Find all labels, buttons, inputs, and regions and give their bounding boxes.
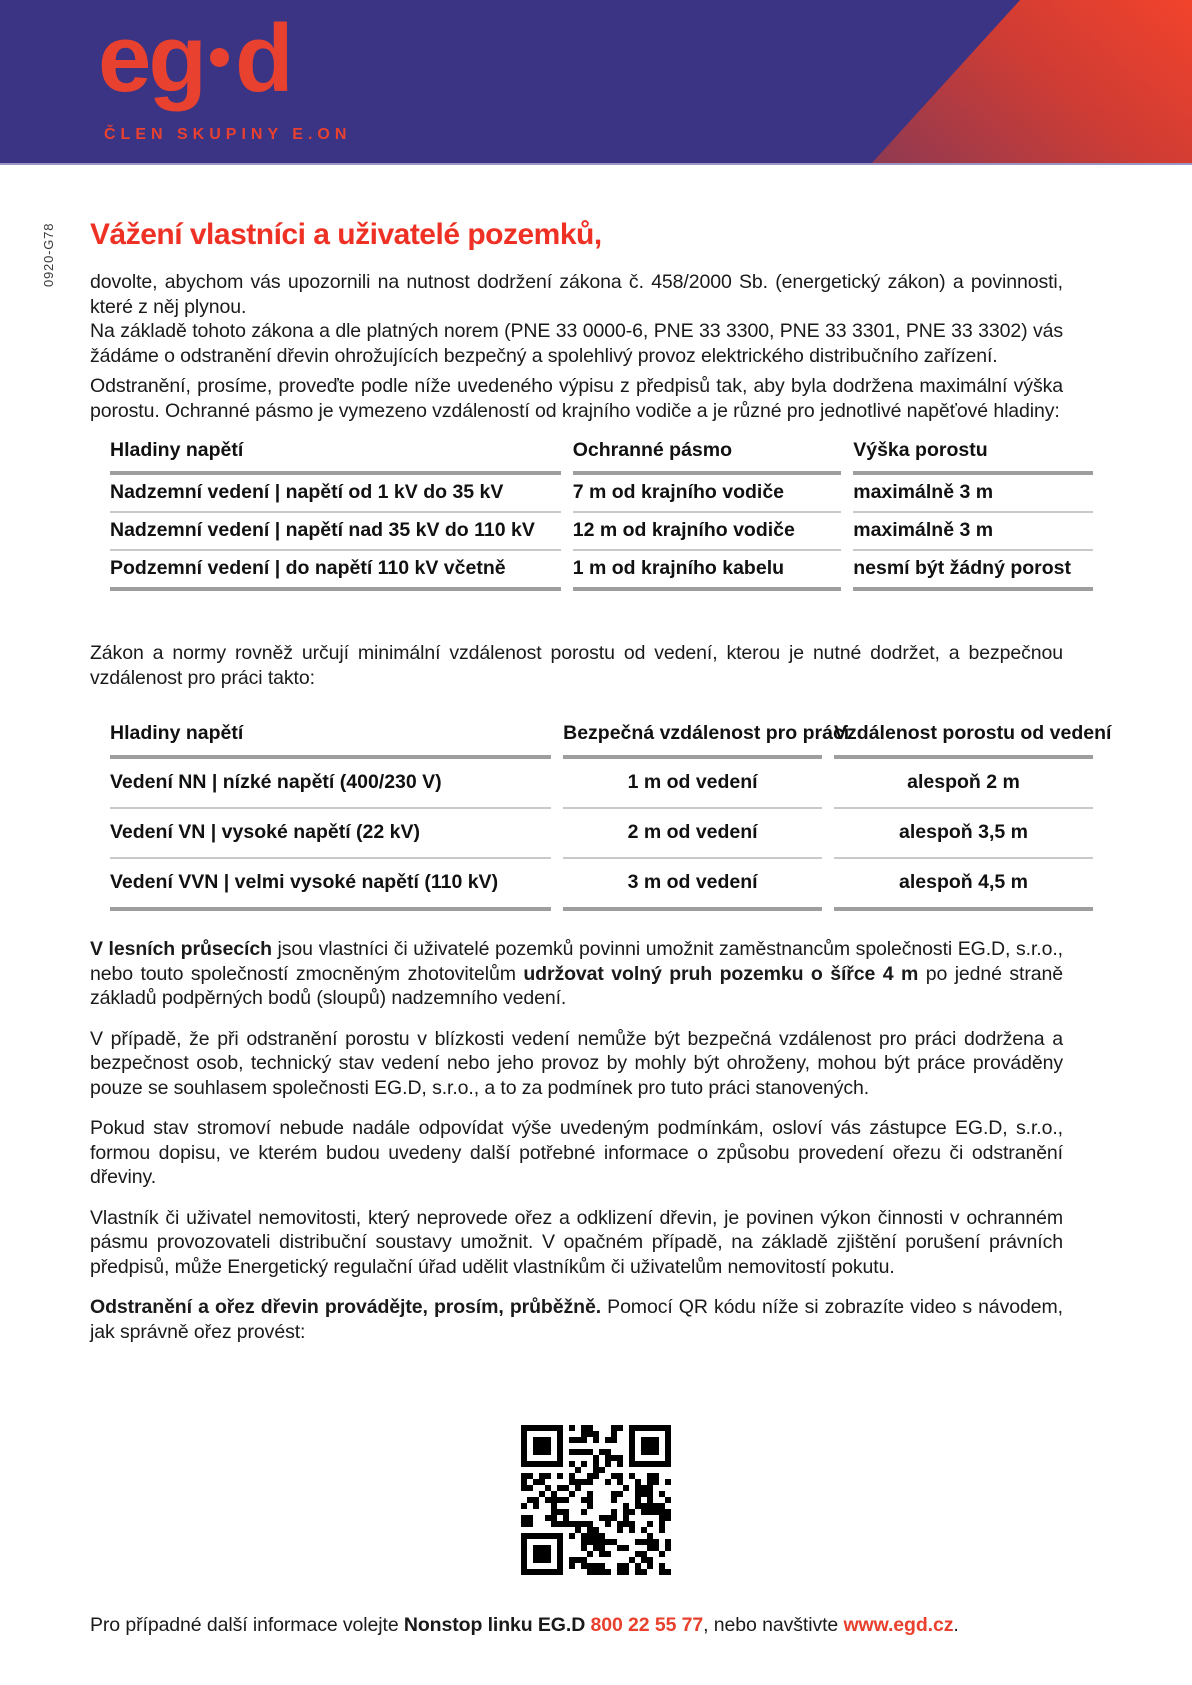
paragraph-removal-request: Odstranění, prosíme, proveďte podle níže uvedeného výpisu z předpisů tak, aby byla dodržena maximální výška porostu. Ochranné pásmo je vymezeno vzdáleností od krajního vodiče a je různé pro jednotlivé napěťové hladiny:: [90, 375, 1063, 422]
table-cell: nesmí být žádný porost: [853, 551, 1093, 591]
table-cell: Vedení VN | vysoké napětí (22 kV): [110, 809, 551, 859]
table-cell: Podzemní vedení | do napětí 110 kV včetně: [110, 551, 561, 591]
table-header-cell: Výška porostu: [853, 435, 1093, 475]
table-header-cell: Ochranné pásmo: [573, 435, 842, 475]
table-row: [110, 513, 1093, 551]
logo-text-d: d: [235, 5, 291, 112]
table-cell: 12 m od krajního vodiče: [573, 513, 842, 551]
table-cell: 2 m od vedení: [563, 809, 822, 859]
paragraph-intro: dovolte, abychom vás upozornili na nutnost dodržení zákona č. 458/2000 Sb. (energetický zákon) a povinnosti, které z něj plynou.: [90, 271, 1063, 318]
table-row: [110, 809, 1093, 859]
table-header-cell: Vzdálenost porostu od vedení: [834, 718, 1093, 759]
table-header-cell: Hladiny napětí: [110, 435, 561, 475]
bold-free-strip: udržovat volný pruh pozemku o šířce 4 m: [523, 962, 919, 985]
paragraph-letter-notice: Pokud stav stromoví nebude nadále odpovídat výše uvedeným podmínkám, osloví vás zástupce EG.D, s.r.o., formou dopisu, ve kterém budou uvedeny další potřebné informace o způsobu provedení ořezu či odstranění dřeviny.: [90, 1117, 1063, 1188]
logo-tagline: ČLEN SKUPINY E.ON: [104, 126, 352, 143]
table-cell: 3 m od vedení: [563, 859, 822, 911]
red-diagonal-shape: [870, 0, 1192, 163]
table-cell: 7 m od krajního vodiče: [573, 475, 842, 513]
paragraph-qr-instruction: [90, 1295, 1105, 1344]
footer-contact-line: [90, 1613, 1105, 1638]
table-header-cell: Bezpečná vzdálenost pro práci: [563, 718, 822, 759]
table-cell: alespoň 4,5 m: [834, 859, 1093, 911]
table-cell: Nadzemní vedení | napětí nad 35 kV do 110 kV: [110, 513, 561, 551]
egd-logo: [98, 4, 291, 114]
table-row: [110, 859, 1093, 911]
header-banner: [0, 0, 1192, 165]
paragraph-forest-corridors-text: jsou vlastníci či uživatelé pozemků povinni umožnit zaměstnancům společnosti EG.D, s.r.o., nebo touto společností zmocněným zhotovitelům: [90, 938, 1063, 985]
protection-zone-table: [98, 435, 1105, 591]
paragraph-forest-corridors: [90, 937, 1105, 1011]
table-cell: alespoň 2 m: [834, 759, 1093, 809]
qr-code-svg: [521, 1425, 671, 1575]
table-cell: Vedení VVN | velmi vysoké napětí (110 kV): [110, 859, 551, 911]
paragraph-forest-corridors-tail: po jedné straně základů podpěrných bodů (sloupů) nadzemního vedení.: [90, 962, 1063, 1009]
table-row: [110, 551, 1093, 591]
bold-prune-continuously: Odstranění a ořez dřevin provádějte, prosím, průběžně.: [90, 1296, 602, 1318]
table-cell: maximálně 3 m: [853, 513, 1093, 551]
document-code: 0920-G78: [41, 222, 56, 287]
table-cell: Vedení NN | nízké napětí (400/230 V): [110, 759, 551, 809]
footer-text-2: , nebo navštivte: [703, 1614, 844, 1636]
table-row: [110, 475, 1093, 513]
table-cell: 1 m od krajního kabelu: [573, 551, 842, 591]
table-cell: maximálně 3 m: [853, 475, 1093, 513]
table-header-row: [110, 435, 1093, 475]
safety-distance-table: [98, 718, 1112, 911]
table-header-cell: Hladiny napětí: [110, 718, 551, 759]
website-link[interactable]: www.egd.cz: [843, 1614, 954, 1636]
paragraph-penalty: Vlastník či uživatel nemovitosti, který neprovede ořez a odklizení dřevin, je povinen výkon činnosti v ochranném pásmu provozovateli distribuční soustavy umožnit. V opačném případě, na základě zjištění porušení právních předpisů, může Energetický regulační úřad udělit vlastníkům či uživatelům nemovitostí pokutu.: [90, 1206, 1063, 1278]
letter-salutation-heading: Vážení vlastníci a uživatelé pozemků,: [90, 218, 602, 251]
table-row: [110, 759, 1093, 809]
nonstop-line-label: Nonstop linku EG.D: [403, 1614, 591, 1636]
letter-body: [0, 165, 1192, 1344]
table-cell: Nadzemní vedení | napětí od 1 kV do 35 kV: [110, 475, 561, 513]
footer-period: .: [953, 1614, 959, 1636]
paragraph-qr-instruction-text: Pomocí QR kódu níže si zobrazíte video s návodem, jak správně ořez provést:: [90, 1296, 1063, 1343]
paragraph-consent-condition: V případě, že při odstranění porostu v blízkosti vedení nemůže být bezpečná vzdálenost pro práci dodržena a bezpečnost osob, technický stav vedení nebo jeho provoz by mohly být ohroženy, mohou být práce prováděny pouze se souhlasem společnosti EG.D, s.r.o., a to za podmínek pro tuto práci stanovených.: [90, 1027, 1063, 1099]
logo-text-eg: eg: [98, 5, 205, 112]
footer-text: Pro případné další informace volejte: [90, 1614, 404, 1636]
nonstop-phone-number: 800 22 55 77: [590, 1614, 704, 1636]
logo-dot-icon: [210, 48, 229, 67]
bold-forest-corridors: V lesních průsecích: [90, 938, 272, 960]
qr-code: [521, 1425, 671, 1575]
table-cell: alespoň 3,5 m: [834, 809, 1093, 859]
table-header-row: [110, 718, 1093, 759]
paragraph-law-norms: Na základě tohoto zákona a dle platných norem (PNE 33 0000-6, PNE 33 3300, PNE 33 3301, PNE 33 3302) vás žádáme o odstranění dřevin ohrožujících bezpečný a spolehlivý provoz elektrického distribučního zařízení.: [90, 320, 1063, 367]
paragraph-min-distance: Zákon a normy rovněž určují minimální vzdálenost porostu od vedení, kterou je nutné dodržet, a bezpečnou vzdálenost pro práci takto:: [90, 642, 1063, 689]
table-cell: 1 m od vedení: [563, 759, 822, 809]
